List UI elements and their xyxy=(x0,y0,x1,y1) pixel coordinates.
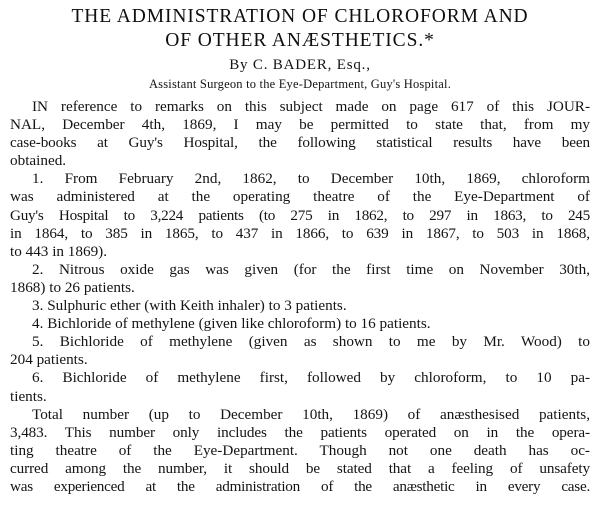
paragraph-total xyxy=(10,406,590,496)
title-line-1: THE ADMINISTRATION OF CHLOROFORM AND xyxy=(71,6,529,27)
article-body xyxy=(10,98,590,496)
text-line: ting theatre of the Eye-Department. Though not one death has oc- xyxy=(10,441,590,459)
text-line: 3. Sulphuric ether (with Keith inhaler) to 3 patients. xyxy=(32,297,347,315)
paragraph-item-4 xyxy=(10,315,590,333)
text-line: IN reference to remarks on this subject made on page 617 of this JOUR- xyxy=(32,98,590,115)
author-byline xyxy=(10,56,590,75)
author-name: By C. BADER, Esq., xyxy=(229,57,371,73)
text-line: NAL, December 4th, 1869, I may be permitted to state that, from my xyxy=(10,116,590,134)
text-line: tients. xyxy=(10,387,47,405)
text-line: 6. Bichloride of methylene first, followed by chloroform, to 10 pa- xyxy=(32,369,590,387)
article-title xyxy=(10,5,590,53)
text-line: in 1864, to 385 in 1865, to 437 in 1866, to 639 in 1867, to 503 in 1868, xyxy=(10,224,590,242)
text-line: 1. From February 2nd, 1862, to December 10th, 1869, chloroform xyxy=(32,170,590,188)
text-line: 4. Bichloride of methylene (given like chloroform) to 16 patients. xyxy=(32,315,431,333)
text-line: was experienced at the administration of the anæsthetic in every case. xyxy=(10,477,590,495)
text-line: 3,483. This number only includes the patients operated on in the opera- xyxy=(10,423,590,441)
paragraph-item-1 xyxy=(10,170,590,260)
text-line: was administered at the operating theatre of the Eye-Department of xyxy=(10,188,590,206)
paragraph-intro xyxy=(10,98,590,170)
paragraph-item-5 xyxy=(10,333,590,369)
paragraph-item-3 xyxy=(10,297,590,315)
text-line: obtained. xyxy=(10,152,67,170)
text-line: 2. Nitrous oxide gas was given (for the first time on November 30th, xyxy=(32,260,590,278)
text-line: Guy's Hospital to 3,224 patients (to 275 in 1862, to 297 in 1863, to 245 xyxy=(10,206,590,224)
text-line: 1868) to 26 patients. xyxy=(10,278,135,296)
text-line: case-books at Guy's Hospital, the following statistical results have been xyxy=(10,134,590,152)
text-line: 204 patients. xyxy=(10,351,88,369)
text-line: to 443 in 1869). xyxy=(10,242,108,260)
text-line: Total number (up to December 10th, 1869) of anæsthesised patients, xyxy=(32,405,590,423)
title-line-2: OF OTHER ANÆSTHETICS.* xyxy=(165,30,435,51)
text-line: 5. Bichloride of methylene (given as shown to me by Mr. Wood) to xyxy=(32,333,590,351)
text-line: curred among the number, it should be stated that a feeling of unsafety xyxy=(10,459,590,477)
paragraph-item-2 xyxy=(10,261,590,297)
author-affiliation: Assistant Surgeon to the Eye-Department, Guy's Hospital. xyxy=(148,77,452,91)
paragraph-item-6 xyxy=(10,369,590,405)
